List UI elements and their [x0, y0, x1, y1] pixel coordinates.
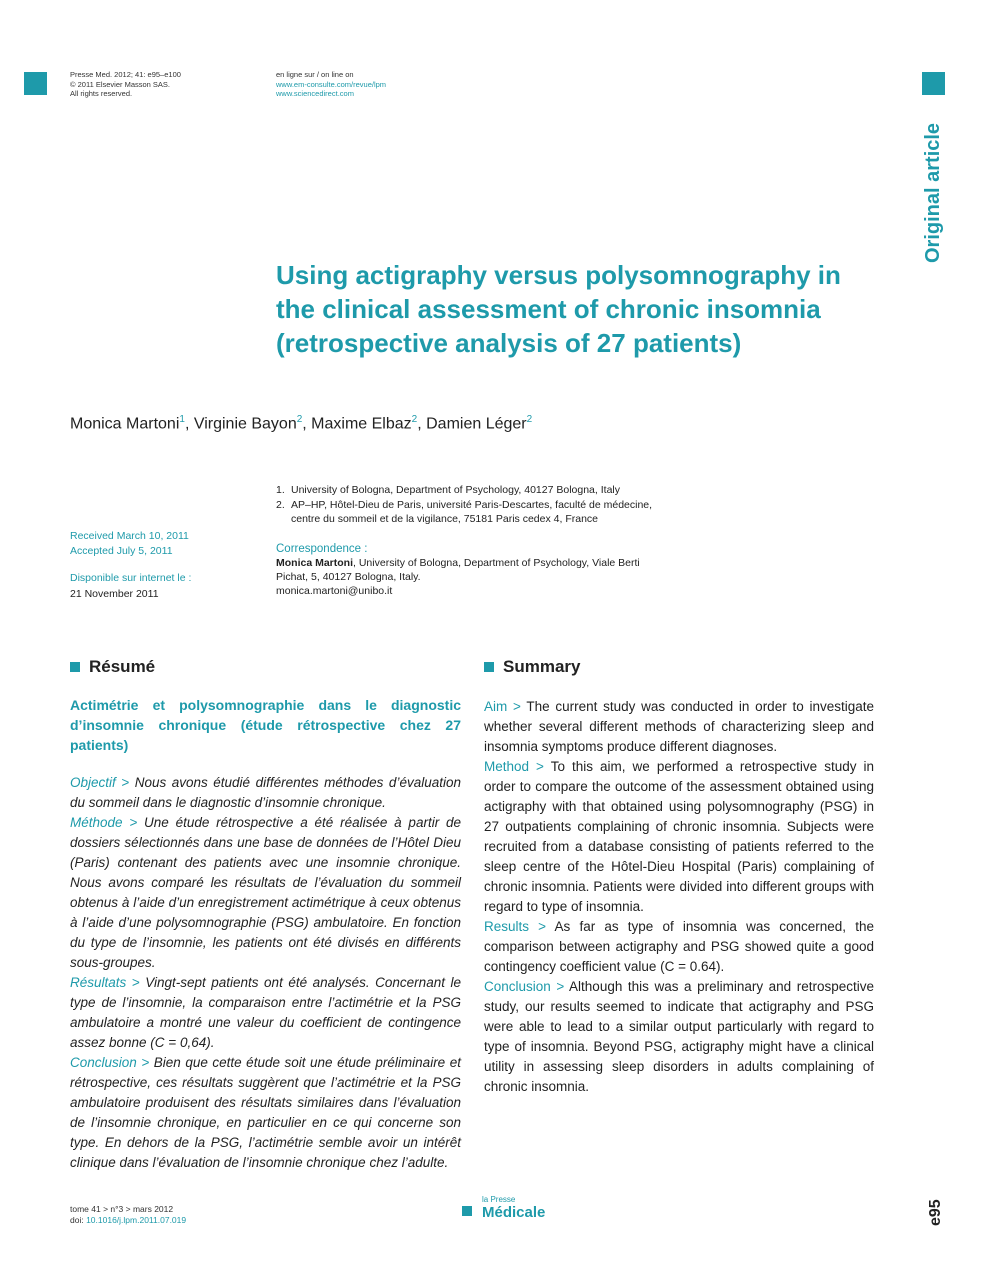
- affiliation-text: [291, 498, 652, 527]
- section-keyword: Aim >: [484, 699, 521, 714]
- paragraph-text: Although this was a preliminary and retrospective study, our results seemed to indicate that actigraphy and PSG were able to lead to a similar output particularly with regard to type of insomnia. Beyond PSG, actigraphy might have a clinical utility in assessing sleep disorders in adults complaining of chronic insomnia.: [484, 979, 874, 1094]
- summary-paragraph: [484, 917, 874, 977]
- correspondence-email[interactable]: monica.martoni@unibo.it: [276, 585, 393, 597]
- online-label: en ligne sur / on line on: [276, 70, 354, 79]
- corner-square-right: [922, 72, 945, 95]
- issue-info: [70, 1204, 186, 1226]
- em-consulte-link[interactable]: www.em-consulte.com/revue/lpm: [276, 79, 387, 89]
- journal-logo: [462, 1195, 545, 1220]
- paragraph-text: Une étude rétrospective a été réalisée à partir de dossiers sélectionnés dans une base de données de l’Hôtel Dieu (Paris) contenant des patients avec une insomnie chronique. Nous avons comparé les résultats de l’évaluation du sommeil obtenus à l’aide d’un enregistrement actimétrique à ceux obtenus à l’aide d’une polysomnographie (PSG) ambulatoire. En fonction du type de l’insomnie, les patients ont été divisés en différents sous-groupes.: [70, 815, 461, 970]
- affiliation-ref: 2: [526, 414, 533, 425]
- affiliation-number: 1.: [276, 484, 285, 496]
- section-keyword: Method >: [484, 759, 544, 774]
- affiliation-line: centre du sommeil et de la vigilance, 75181 Paris cedex 4, France: [291, 513, 598, 525]
- paragraph-text: Bien que cette étude soit une étude préliminaire et rétrospective, ces résultats suggèrent que l’actimétrie et la PSG ambulatoire produisent des résultats similaires dans l’évaluation de l’insomnie chronique, en particulier en ce qui concerne son type. En dehors de la PSG, l’actimétrie semble avoir un intérêt clinique dans l’évaluation de l’insomnie chronique chez l’adulte.: [70, 1055, 461, 1170]
- affiliation-item: [276, 483, 696, 498]
- page-number: e95: [927, 1199, 944, 1226]
- resume-paragraph: [70, 973, 461, 1053]
- correspondence-address: [276, 556, 676, 570]
- resume-subtitle: Actimétrie et polysomnographie dans le diagnostic d’insomnie chronique (étude rétrospective chez 27 patients): [70, 697, 461, 753]
- affiliation-ref: 1: [179, 414, 185, 425]
- resume-paragraph: [70, 773, 461, 813]
- author-name: Virginie Bayon: [193, 415, 297, 433]
- copyright-line: © 2011 Elsevier Masson SAS.: [70, 79, 171, 89]
- doi-label: doi:: [70, 1215, 87, 1225]
- article-title: Using actigraphy versus polysomnography in the clinical assessment of chronic insomnia (retrospective analysis of 27 patients): [276, 260, 841, 358]
- summary-column: [484, 697, 874, 1097]
- address-line: Pichat, 5, 40127 Bologna, Italy.: [276, 571, 421, 583]
- resume-body: [70, 773, 461, 1173]
- affiliation-item: [276, 498, 696, 527]
- affiliation-ref: 2: [411, 414, 418, 425]
- paragraph-text: Vingt-sept patients ont été analysés. Concernant le type de l’insomnie, la comparaison entre l’actimétrie et la PSG ambulatoire a montré une valeur du coefficient de contingence assez bonne (C = 0,64).: [70, 975, 461, 1050]
- summary-body: [484, 697, 874, 1097]
- correspondence-label: Correspondence :: [276, 543, 368, 555]
- logo-big-text: Médicale: [482, 1204, 546, 1221]
- section-keyword: Méthode >: [70, 815, 138, 830]
- resume-heading: [70, 657, 155, 677]
- section-keyword: Conclusion >: [70, 1055, 150, 1070]
- affiliation-text: University of Bologna, Department of Psychology, 40127 Bologna, Italy: [291, 484, 620, 496]
- correspondence: [276, 542, 676, 598]
- section-label: Original article: [922, 122, 944, 263]
- paragraph-text: Nous avons étudié différentes méthodes d’évaluation du sommeil dans le diagnostic d’insomnie chronique.: [70, 775, 461, 810]
- online-availability: [276, 70, 386, 99]
- online-date: [70, 571, 191, 602]
- summary-paragraph: [484, 757, 874, 917]
- author-name: Maxime Elbaz: [311, 415, 412, 433]
- author-list: Monica Martoni$^1$, Virginie Bayon$^2$, Maxime Elbaz$^2$, Damien Léger$^2$: [70, 414, 533, 433]
- heading-square-icon: [70, 662, 80, 672]
- author-name: Monica Martoni: [70, 415, 180, 433]
- affiliation-ref: 2: [296, 414, 303, 425]
- corner-square-left: [24, 72, 47, 95]
- address-line: , University of Bologna, Department of Psychology, Viale Berti: [353, 557, 640, 569]
- resume-column: [70, 695, 461, 1173]
- received-date: Received March 10, 2011: [70, 530, 189, 542]
- section-keyword: Objectif >: [70, 775, 130, 790]
- summary-heading-text: Summary: [503, 657, 581, 676]
- issue-line: tome 41 > n°3 > mars 2012: [70, 1204, 174, 1214]
- doi-line: [70, 1215, 186, 1226]
- paragraph-text: As far as type of insomnia was concerned, the comparison between actigraphy and PSG showed quite a good contingency coefficient value (C = 0.64).: [484, 919, 874, 974]
- paragraph-text: To this aim, we performed a retrospective study in order to compare the outcome of the assessment obtained using actigraphy with that obtained using polysomnography (PSG) in 27 outpatients complaining of chronic insomnia. Subjects were recruited from a database consisting of patients referred to the sleep centre of the Hôtel-Dieu Hospital (Paris) complaining of chronic insomnia. Patients were divided into different groups with regard to type of insomnia.: [484, 759, 874, 914]
- accepted-date: Accepted July 5, 2011: [70, 544, 173, 557]
- section-keyword: Résultats >: [70, 975, 140, 990]
- summary-paragraph: [484, 977, 874, 1097]
- correspondence-name: Monica Martoni: [276, 557, 354, 569]
- summary-paragraph: [484, 697, 874, 757]
- affiliation-line: AP–HP, Hôtel-Dieu de Paris, université Paris-Descartes, faculté de médecine,: [291, 498, 653, 511]
- resume-paragraph: [70, 813, 461, 973]
- summary-heading: [484, 657, 580, 677]
- resume-heading-text: Résumé: [89, 657, 156, 676]
- affiliation-number: 2.: [276, 498, 285, 511]
- affiliations: [276, 483, 696, 527]
- available-date: 21 November 2011: [70, 587, 159, 600]
- section-keyword: Conclusion >: [484, 979, 565, 994]
- author-name: Damien Léger: [426, 415, 527, 433]
- journal-citation: [70, 70, 181, 99]
- history-dates: [70, 529, 189, 558]
- sciencedirect-link[interactable]: www.sciencedirect.com: [276, 89, 354, 98]
- resume-paragraph: [70, 1053, 461, 1173]
- section-keyword: Results >: [484, 919, 547, 934]
- paragraph-text: The current study was conducted in order to investigate whether several different methods of characterizing sleep and insomnia symptoms produce different diagnoses.: [484, 699, 874, 754]
- logo-small-text: la Presse: [482, 1195, 516, 1204]
- available-label: Disponible sur internet le :: [70, 572, 192, 584]
- logo-text: [482, 1195, 545, 1220]
- heading-square-icon: [484, 662, 494, 672]
- doi-link[interactable]: 10.1016/j.lpm.2011.07.019: [86, 1215, 187, 1225]
- logo-square-icon: [462, 1206, 472, 1216]
- citation-line: Presse Med. 2012; 41: e95–e100: [70, 70, 181, 79]
- rights-line: All rights reserved.: [70, 89, 133, 98]
